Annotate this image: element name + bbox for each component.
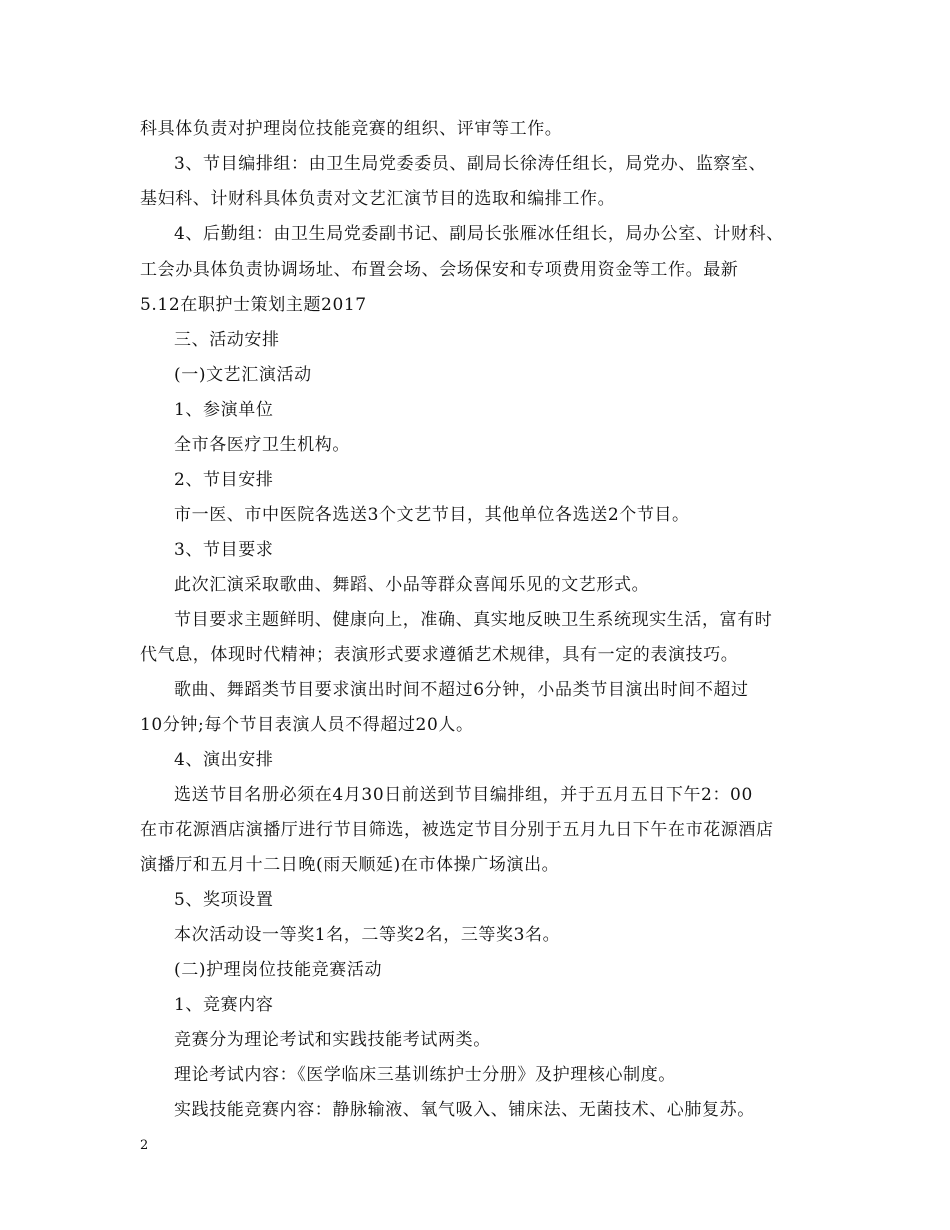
subsection-heading: (一)文艺汇演活动 — [174, 365, 312, 385]
body-text-line: 基妇科、计财科具体负责对文艺汇演节目的选取和编排工作。 — [140, 189, 616, 209]
item-heading: 2、节目安排 — [174, 470, 274, 490]
body-text-line: 节目要求主题鲜明、健康向上，准确、真实地反映卫生系统现实生活，富有时 — [174, 610, 773, 630]
item-heading: 1、竞赛内容 — [174, 995, 274, 1015]
item-heading: 1、参演单位 — [174, 400, 274, 420]
body-text-line: 在市花源酒店演播厅进行节目筛选，被选定节目分别于五月九日下午在市花源酒店 — [140, 820, 774, 840]
body-text-line: 3、节目编排组：由卫生局党委委员、副局长徐涛任组长，局党办、监察室、 — [174, 154, 767, 174]
body-text-line: 本次活动设一等奖1名，二等奖2名，三等奖3名。 — [174, 925, 561, 945]
body-text-line: 歌曲、舞蹈类节目要求演出时间不超过6分钟，小品类节目演出时间不超过 — [174, 680, 749, 700]
body-text-line: 全市各医疗卫生机构。 — [174, 435, 350, 455]
body-text-line: 选送节目名册必须在4月30日前送到节目编排组，并于五月五日下午2：00 — [174, 785, 753, 805]
body-text-line: 5.12在职护士策划主题2017 — [140, 295, 367, 315]
body-text-line: 代气息，体现时代精神；表演形式要求遵循艺术规律，具有一定的表演技巧。 — [140, 645, 739, 665]
body-text-line: 此次汇演采取歌曲、舞蹈、小品等群众喜闻乐见的文艺形式。 — [174, 575, 650, 595]
body-text-line: 竞赛分为理论考试和实践技能考试两类。 — [174, 1030, 491, 1050]
item-heading: 5、奖项设置 — [174, 890, 274, 910]
item-heading: 3、节目要求 — [174, 540, 274, 560]
body-text-line: 科具体负责对护理岗位技能竞赛的组织、评审等工作。 — [140, 119, 563, 139]
body-text-line: 实践技能竞赛内容：静脉输液、氧气吸入、铺床法、无菌技术、心肺复苏。 — [174, 1100, 755, 1120]
section-heading: 三、活动安排 — [174, 330, 280, 350]
body-text-line: 4、后勤组：由卫生局党委副书记、副局长张雁冰任组长，局办公室、计财科、 — [174, 224, 784, 244]
body-text-line: 工会办具体负责协调场址、布置会场、会场保安和专项费用资金等工作。最新 — [140, 260, 739, 280]
body-text-line: 理论考试内容：《医学临床三基训练护士分册》及护理核心制度。 — [174, 1065, 676, 1085]
body-text-line: 10分钟;每个节目表演人员不得超过20人。 — [140, 715, 474, 735]
body-text-line: 演播厅和五月十二日晚(雨天顺延)在市体操广场演出。 — [140, 855, 560, 875]
page-number: 2 — [140, 1138, 149, 1153]
subsection-heading: (二)护理岗位技能竞赛活动 — [174, 960, 383, 980]
body-text-line: 市一医、市中医院各选送3个文艺节目，其他单位各选送2个节目。 — [174, 505, 690, 525]
item-heading: 4、演出安排 — [174, 750, 274, 770]
